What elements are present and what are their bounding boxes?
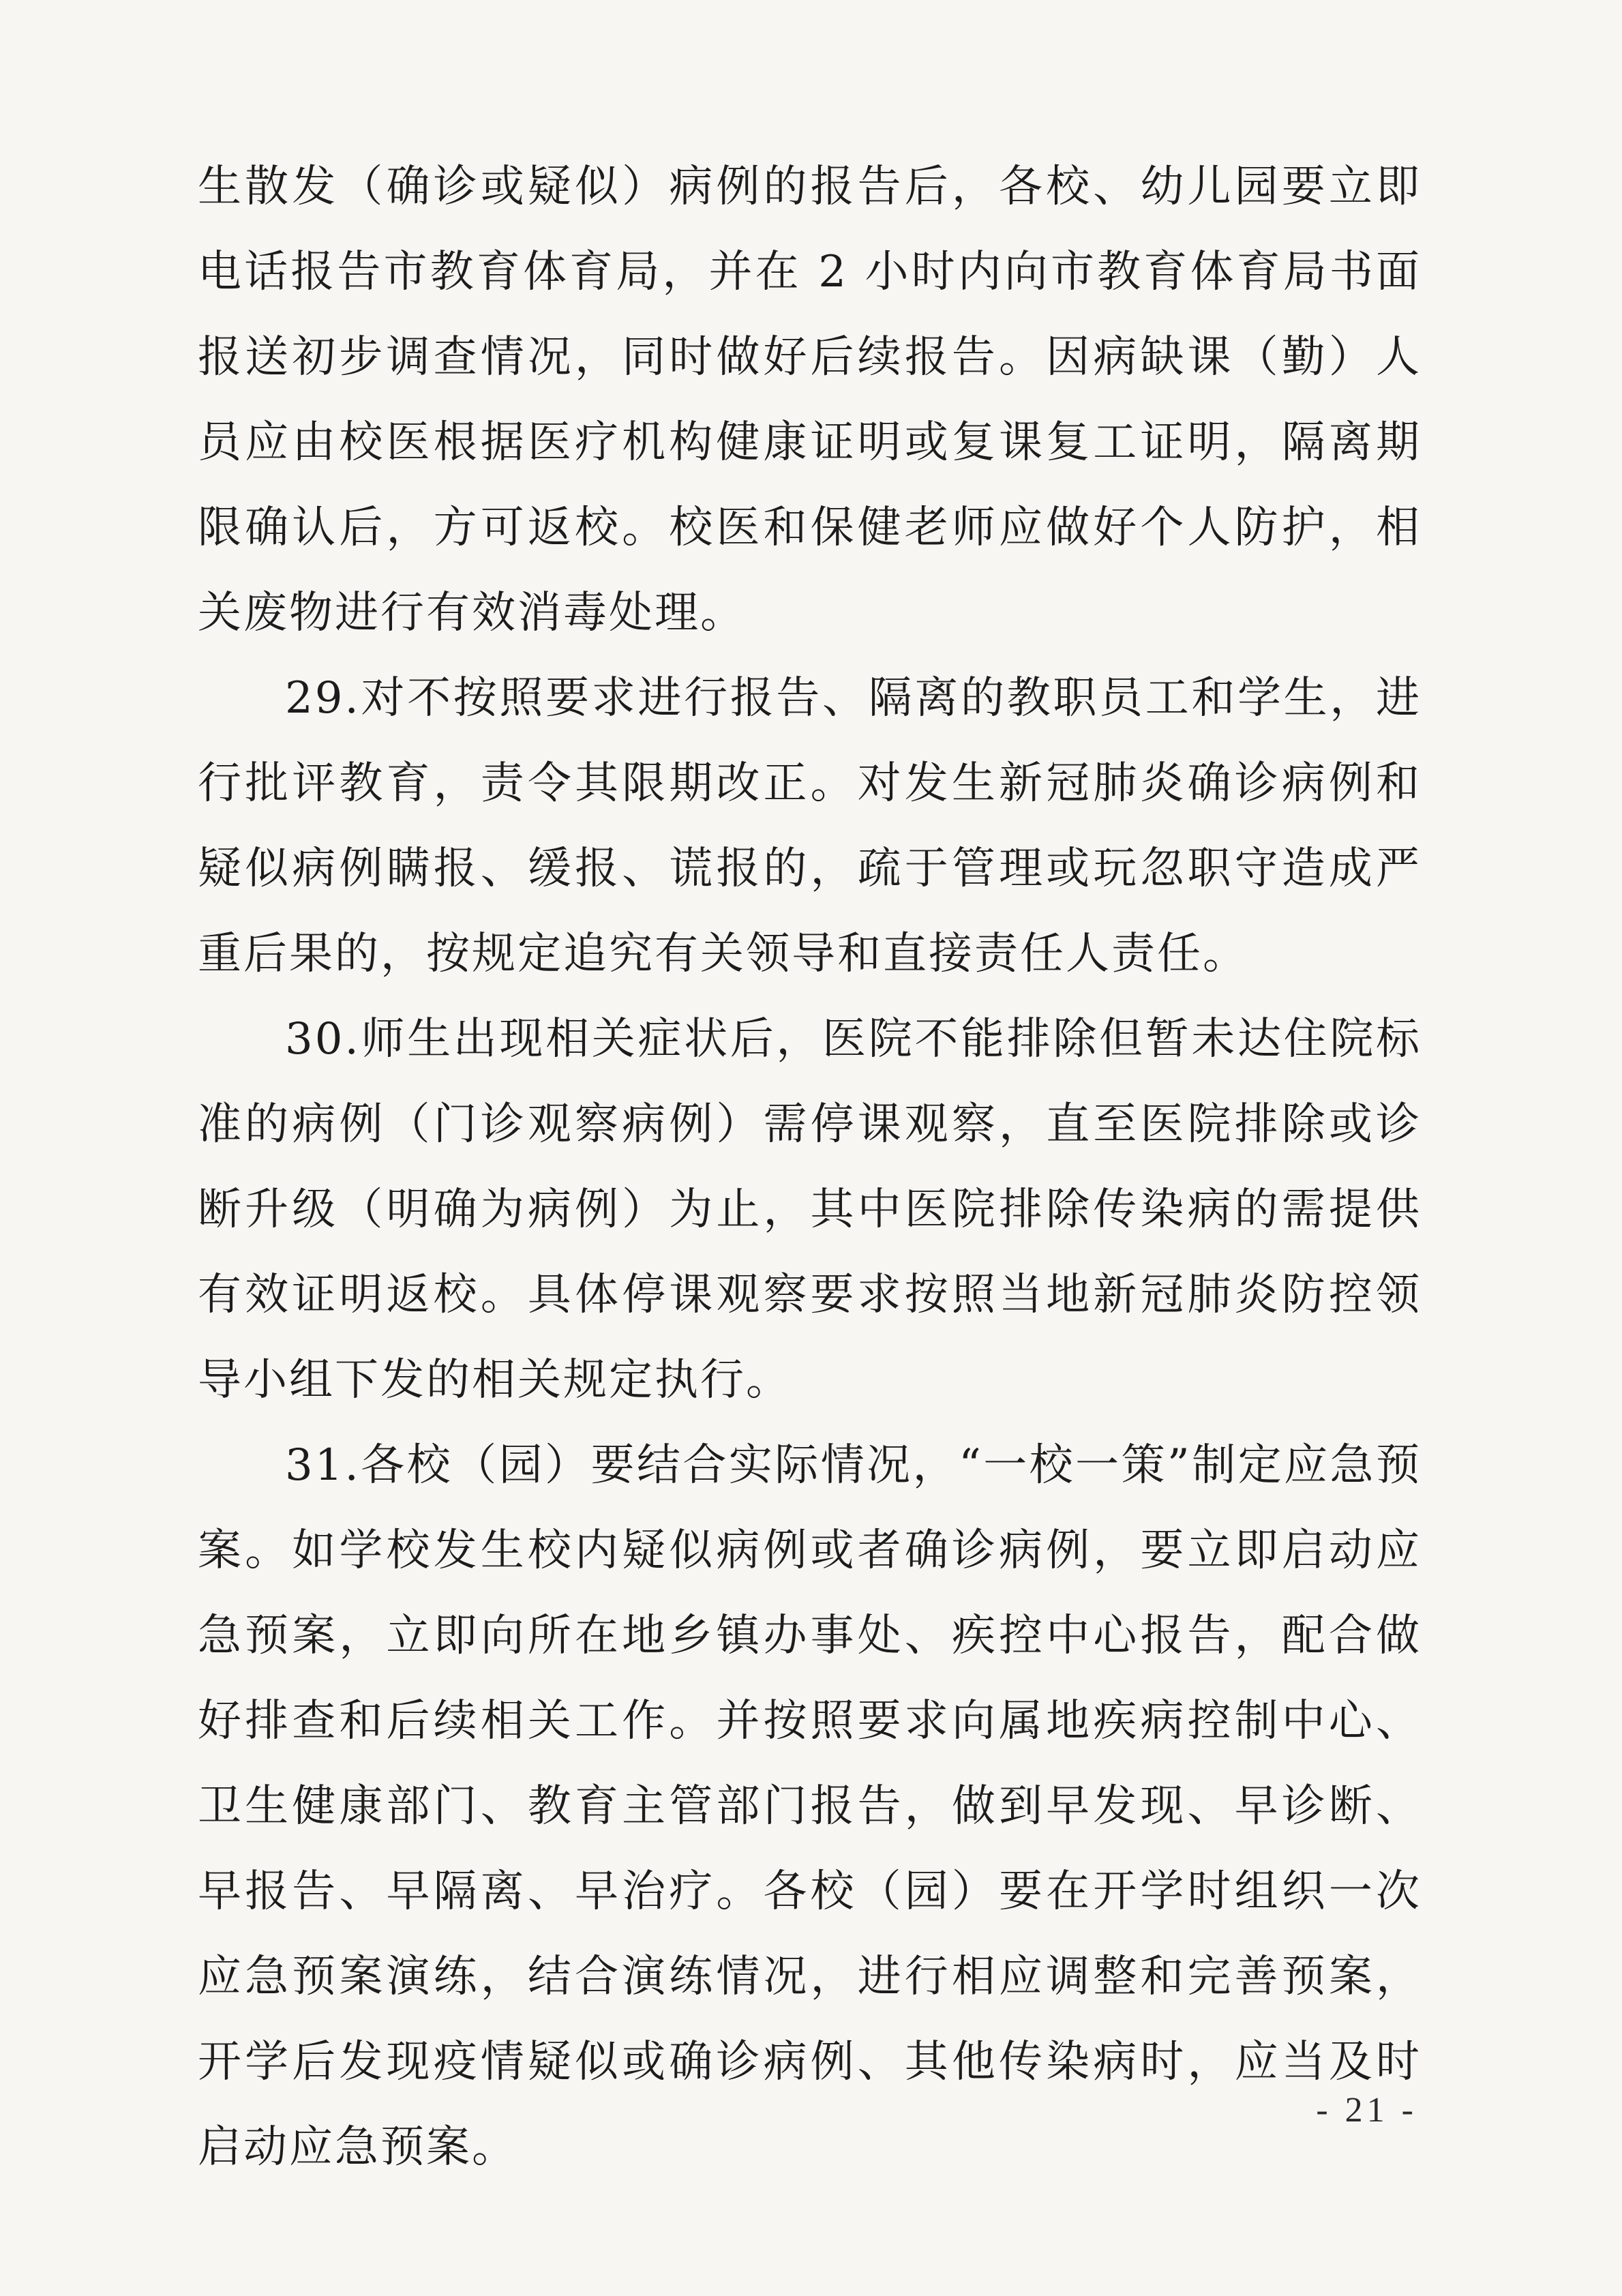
paragraph-item-30: 30.师生出现相关症状后，医院不能排除但暂未达住院标准的病例（门诊观察病例）需停课观察，直至医院排除或诊断升级（明确为病例）为止，其中医院排除传染病的需提供有效证明返校。具体停课观察要求按照当地新冠肺炎防控领导小组下发的相关规定执行。 (198, 1014, 1422, 1405)
paragraph-item-31: 31.各校（园）要结合实际情况，“一校一策”制定应急预案。如学校发生校内疑似病例或者确诊病例，要立即启动应急预案，立即向所在地乡镇办事处、疾控中心报告，配合做好排查和后续相关工作。并按照要求向属地疾病控制中心、卫生健康部门、教育主管部门报告，做到早发现、早诊断、早报告、早隔离、早治疗。各校（园）要在开学时组织一次应急预案演练，结合演练情况，进行相应调整和完善预案，开学后发现疫情疑似或确诊病例、其他传染病时，应当及时启动应急预案。 (198, 1440, 1422, 2173)
body-text (198, 145, 1422, 2190)
paragraph-continued-report: 生散发（确诊或疑似）病例的报告后，各校、幼儿园要立即电话报告市教育体育局，并在 2 小时内向市教育体育局书面报送初步调查情况，同时做好后续报告。因病缺课（勤）人员应由校医根据医疗机构健康证明或复课复工证明，隔离期限确认后，方可返校。校医和保健老师应做好个人防护，相关废物进行有效消毒处理。 (198, 162, 1422, 638)
paragraph-item-29: 29.对不按照要求进行报告、隔离的教职员工和学生，进行批评教育，责令其限期改正。对发生新冠肺炎确诊病例和疑似病例瞒报、缓报、谎报的，疏于管理或玩忽职守造成严重后果的，按规定追究有关领导和直接责任人责任。 (198, 673, 1422, 979)
page-number: - 21 - (1316, 2091, 1417, 2130)
